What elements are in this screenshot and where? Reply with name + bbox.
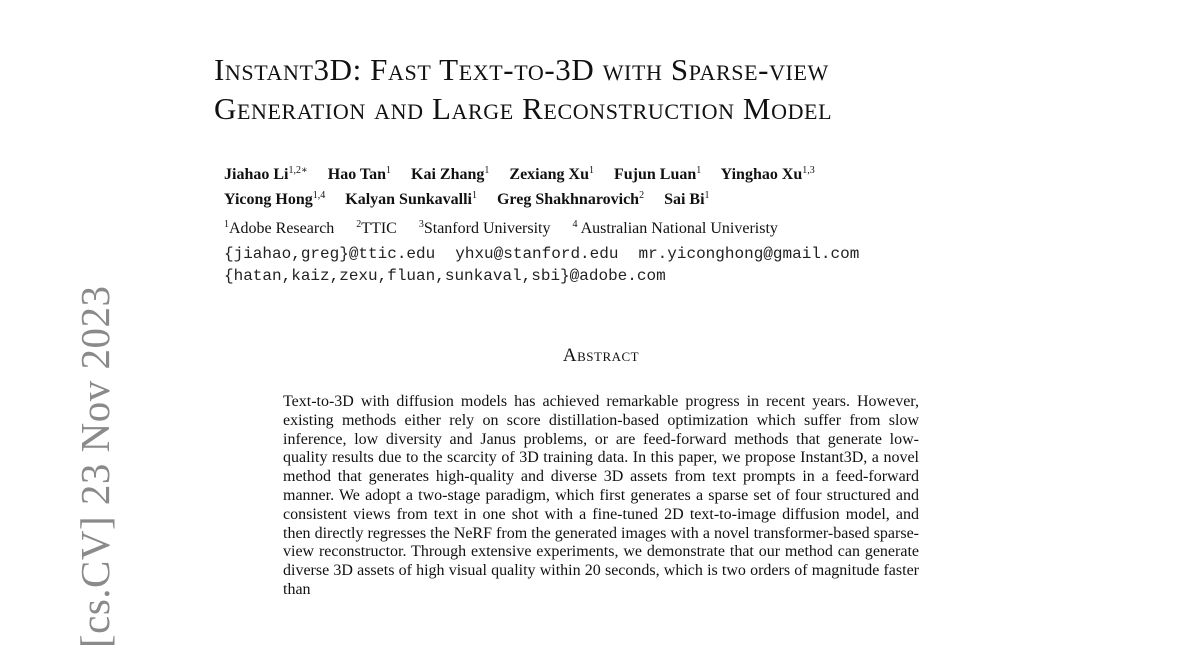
author-affiliation-mark: 1	[386, 165, 392, 176]
author-name: Kalyan Sunkavalli	[345, 191, 472, 208]
author-name: Yicong Hong	[224, 191, 313, 208]
author	[497, 191, 644, 208]
paper-title	[214, 50, 1034, 128]
author	[614, 166, 701, 183]
author	[664, 191, 709, 208]
email-address: mr.yiconghong@gmail.com	[638, 245, 860, 263]
affiliation-list	[224, 215, 1024, 239]
affiliation-mark: 2	[356, 219, 362, 230]
author-name: Fujun Luan	[613, 166, 697, 183]
author-affiliation-mark: 1,3	[802, 165, 815, 176]
author-affiliation-mark: 2	[639, 190, 645, 201]
affiliation-name: Australian National Univeristy	[577, 220, 778, 237]
author-name: Jiahao Li	[224, 166, 289, 183]
author	[345, 191, 477, 208]
affiliation	[224, 220, 334, 237]
affiliation-mark: 1	[224, 219, 229, 230]
author-row-1	[224, 160, 1024, 185]
email-row-2	[224, 266, 1024, 288]
email-address: {hatan,kaiz,zexu,fluan,sunkaval,sbi}@adobe.com	[224, 266, 666, 285]
author-list	[224, 160, 1024, 210]
author-affiliation-mark: 1,4	[312, 190, 326, 201]
author	[224, 191, 325, 208]
author-name: Kai Zhang	[411, 166, 485, 183]
abstract-text: Text-to-3D with diffusion models has achieved remarkable progress in recent years. However, existing methods either rely on score distillation-based optimization which suffer from slow inference, low diversity and Janus problems, or are feed-forward methods that generate low-quality results due to the scarcity of 3D training data. In this paper, we propose Instant3D, a novel method that generates high-quality and diverse 3D assets from text prompts in a feed-forward manner. We adopt a two-stage paradigm, which first generates a sparse set of four structured and consistent views from text in one shot with a fine-tuned 2D text-to-image diffusion model, and then directly regresses the NeRF from the generated images with a novel transformer-based sparse-view reconstructor. Through extensive experiments, we demonstrate that our method can generate diverse 3D assets of high visual quality within 20 seconds, which is two orders of magnitude faster than	[283, 393, 919, 598]
author-name: Sai Bi	[664, 191, 705, 208]
affiliation	[419, 220, 551, 237]
author-affiliation-mark: 1,2∗	[288, 165, 308, 176]
author-affiliation-mark: 1	[696, 165, 702, 176]
affiliation-name: Stanford University	[423, 220, 551, 237]
author-affiliation-mark: 1	[471, 190, 477, 201]
email-list	[224, 244, 1024, 287]
affiliation	[573, 220, 778, 237]
affiliation-mark: 3	[418, 219, 424, 230]
author	[721, 166, 815, 183]
arxiv-stamp: [cs.CV] 23 Nov 2023	[72, 285, 118, 648]
arxiv-sidebar	[26, 285, 118, 648]
author-row-2	[224, 185, 1024, 210]
email-address: yhxu@stanford.edu	[455, 245, 619, 263]
affiliation-name: TTIC	[361, 220, 397, 237]
author-name: Zexiang Xu	[509, 166, 589, 183]
affiliation-name: Adobe Research	[229, 220, 335, 237]
author-name: Yinghao Xu	[720, 166, 803, 183]
author	[328, 166, 391, 183]
author	[224, 166, 308, 183]
abstract-heading: Abstract	[562, 345, 640, 366]
author	[411, 166, 489, 183]
title-line-2: Generation and Large Reconstruction Model	[214, 91, 833, 126]
title-line-1: Instant3D: Fast Text-to-3D with Sparse-view	[214, 52, 829, 87]
affiliation	[356, 220, 397, 237]
author-name: Hao Tan	[327, 166, 387, 183]
author-affiliation-mark: 1	[704, 190, 710, 201]
email-row-1	[224, 244, 1024, 266]
affiliation-mark: 4	[572, 219, 578, 230]
author-name: Greg Shakhnarovich	[496, 191, 640, 208]
email-address: {jiahao,greg}@ttic.edu	[224, 245, 436, 263]
author	[509, 166, 594, 183]
author-affiliation-mark: 1	[484, 165, 490, 176]
author-affiliation-mark: 1	[588, 165, 594, 176]
